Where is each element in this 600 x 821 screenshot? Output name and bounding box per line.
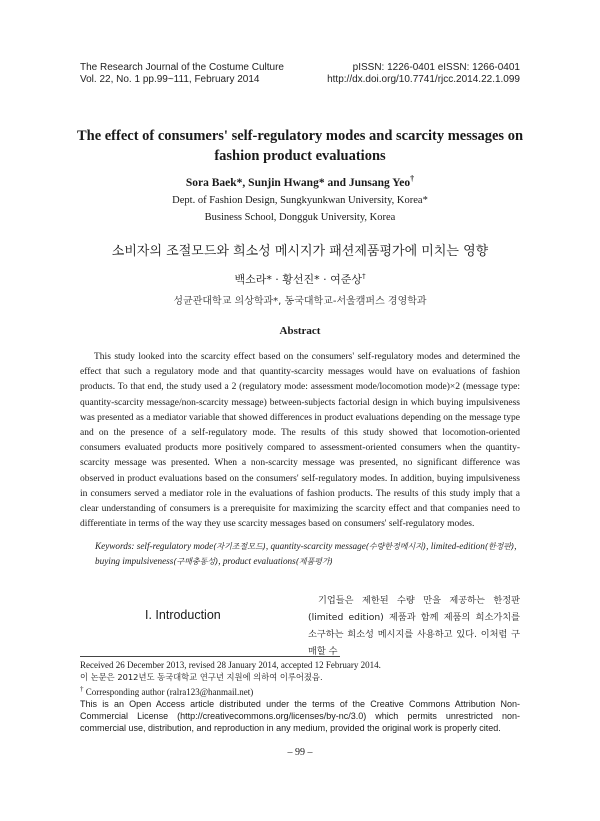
keyword-en: limited-edition: [430, 541, 485, 551]
korean-dagger-mark: †: [362, 272, 366, 281]
journal-name: The Research Journal of the Costume Culture: [80, 62, 284, 73]
korean-affiliation: 성균관대학교 의상학과*, 동국대학교-서울캠퍼스 경영학과: [173, 296, 427, 307]
keyword-item: [137, 541, 268, 551]
issn: pISSN: 1226-0401 eISSN: 1266-0401: [352, 62, 520, 73]
license-note: This is an Open Access article distributed under the terms of the Creative Commons Attribution Non-Commercial License (http://creativecommons.org/licenses/by-nc/3.0) which permits unrestricted non-commercial use, distribution, and reproduction in any medium, provided the original work is properly cited.: [80, 699, 520, 733]
section-heading-introduction: I. Introduction: [145, 608, 221, 622]
keyword-sep: ,: [514, 541, 517, 551]
korean-title: 소비자의 조절모드와 희소성 메시지가 패션제품평가에 미치는 영향: [111, 244, 489, 259]
doi-link[interactable]: http://dx.doi.org/10.7741/rjcc.2014.22.1.099: [327, 74, 520, 85]
keyword-item: [223, 556, 333, 566]
korean-authors: [0, 271, 600, 287]
paper-title: The effect of consumers' self-regulatory modes and scarcity messages on fashion product evaluations: [76, 128, 524, 164]
author-names: Sora Baek*, Sunjin Hwang* and Junsang Yeo: [185, 176, 411, 189]
affiliation-2: Business School, Dongguk University, Korea: [204, 212, 396, 223]
keyword-ko: (제품평가): [295, 557, 333, 566]
issn-info: [327, 62, 520, 86]
funding-note: 이 논문은 2012년도 동국대학교 연구년 지원에 의하여 이루어졌음.: [80, 672, 323, 682]
keyword-ko: (구매충동성): [173, 557, 219, 566]
introduction-body: 기업들은 제한된 수량 만을 제공하는 한정판(limited edition) 제품과 함께 제품의 희소가치를 소구하는 희소성 메시지를 사용하고 있다. 이처럼 구매할 수: [308, 595, 520, 657]
keyword-item: [95, 556, 221, 566]
keyword-en: self-regulatory mode: [136, 541, 214, 551]
journal-info: [80, 62, 284, 86]
author-list: [0, 174, 600, 189]
keyword-ko: (자기조절모드): [213, 542, 266, 551]
keyword-en: product evaluations: [222, 556, 296, 566]
footnote-divider: [80, 656, 340, 657]
keyword-sep: ,: [426, 541, 429, 551]
keyword-ko: (한정판): [484, 542, 515, 551]
keyword-en: buying impulsiveness: [95, 556, 174, 566]
keyword-ko: (수량한정메시지): [365, 542, 427, 551]
keyword-sep: ,: [265, 541, 269, 551]
affiliation-1: Dept. of Fashion Design, Sungkyunkwan University, Korea*: [172, 195, 428, 206]
keywords: [95, 539, 520, 569]
journal-volume: Vol. 22, No. 1 pp.99~111, February 2014: [80, 74, 260, 85]
received-dates: Received 26 December 2013, revised 28 January 2014, accepted 12 February 2014.: [80, 660, 381, 670]
keyword-en: quantity-scarcity message: [270, 541, 366, 551]
abstract-heading: Abstract: [279, 325, 321, 337]
korean-author-names: 백소라* · 황선진* · 여준상: [234, 273, 363, 286]
keywords-label: Keywords:: [95, 541, 135, 551]
keyword-item: [270, 541, 428, 551]
dagger-mark: †: [410, 174, 415, 183]
corresponding-text: Corresponding author (ralra123@hanmail.net): [83, 687, 254, 697]
keyword-item: [431, 541, 517, 551]
page-number: – 99 –: [287, 747, 313, 758]
corresponding-author: [80, 684, 520, 699]
keyword-sep: ,: [218, 556, 221, 566]
abstract-text: This study looked into the scarcity effect based on the consumers' self-regulatory modes and determined the effect that such a regulatory mode and that quantity-scarcity messages would have on evaluations of fashion products. To that end, the study used a 2 (regulatory mode: assessment mode/locomotion mode)×2 (message type: quantity-scarcity message/non-scarcity message) between-subjects factorial design in which buying impulsiveness was presented as a mediator variable that showed differences in product evaluations depending on the message type and on the presence of a self-regulatory mode. The results of this study showed that locomotion-oriented consumers evaluated products more positively compared to assessment-oriented consumers when the quantity-scarcity message was presented. When a non-scarcity message was presented, no significant difference was observed in product evaluations based on the consumers' self-regulatory modes. In addition, buying impulsiveness in consumers served a mediator role in the evaluations of fashion products. The results of this study imply that a clear understanding of consumers is a prerequisite for maximizing the scarcity effect and that companies need to differentiate in terms of the way they use scarcity messages based on consumers' self-regulatory modes.: [80, 352, 520, 530]
corresponding-dagger: †: [80, 685, 84, 693]
